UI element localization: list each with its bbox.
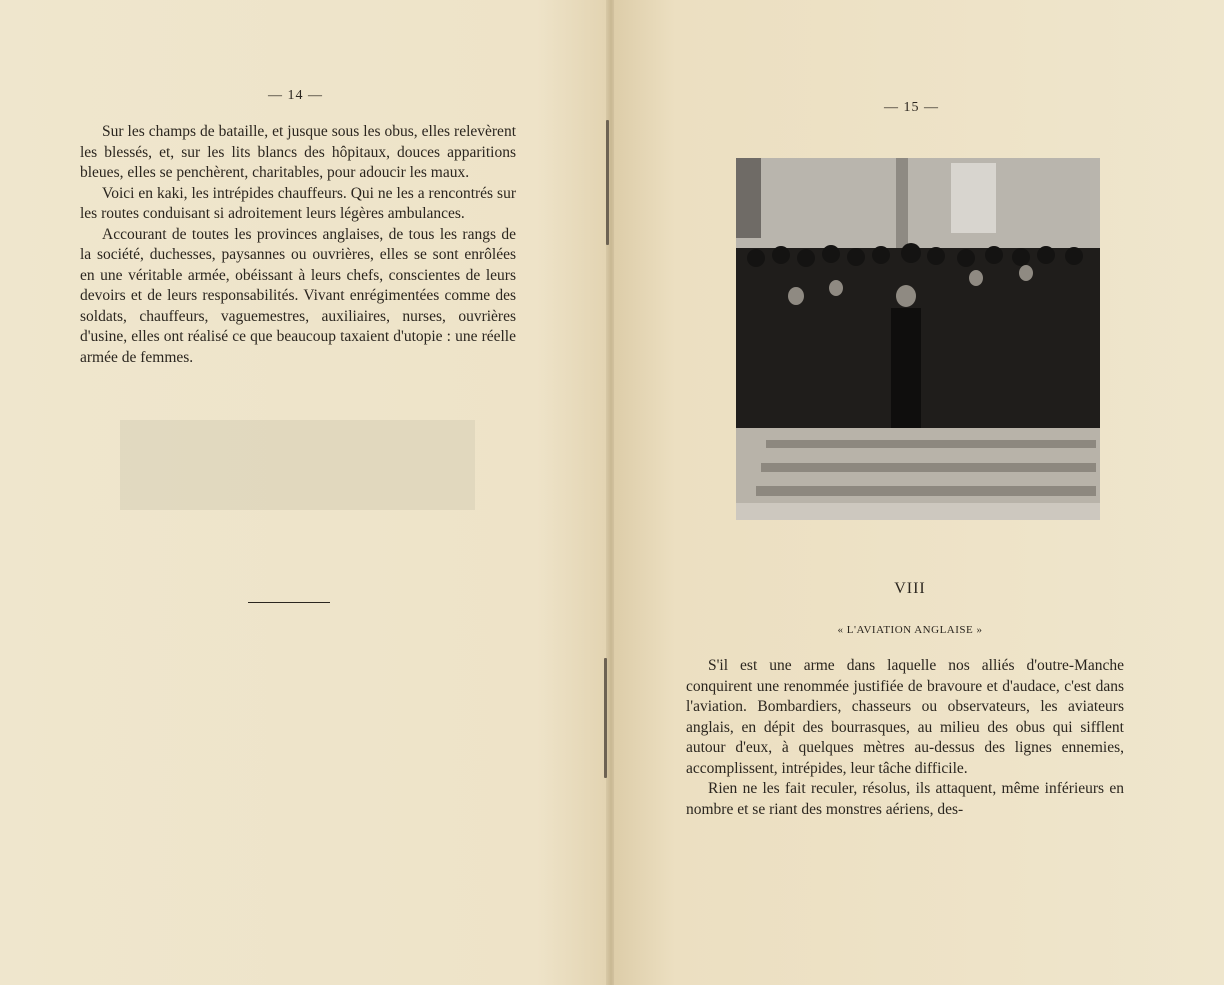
paragraph: S'il est une arme dans laquelle nos alliés d'outre-Manche conquirent une renommée justifiée de bravoure et d'audace, c'est dans l'aviation. Bombardiers, chasseurs ou observateurs, les aviateurs anglais, en dépit des bourrasques, au milieu des obus qui sifflent autour d'eux, à quelques mètres au-dessus des lignes ennemies, accomplissent, intrépides, leur tâche difficile. — [686, 657, 1124, 777]
chapter-number: VIII — [894, 580, 926, 597]
paragraph: Rien ne les fait reculer, résolus, ils attaquent, même inférieurs en nombre et se riant des monstres aériens, des- — [686, 780, 1124, 818]
left-page-text — [80, 122, 516, 368]
bleed-through-shadow — [120, 420, 475, 510]
binding-stitch — [606, 120, 609, 245]
right-page-number: — 15 — — [884, 100, 939, 115]
section-rule — [248, 602, 330, 603]
right-page-text — [686, 656, 1124, 820]
chapter-title: « L'AVIATION ANGLAISE » — [837, 624, 983, 636]
paragraph: Sur les champs de bataille, et jusque sous les obus, elles relevèrent les blessés, et, sur les lits blancs des hôpitaux, douces apparitions bleues, elles se penchèrent, charitables, pour adoucir les maux. — [80, 123, 516, 181]
binding-stitch — [604, 658, 607, 778]
group-photograph — [736, 158, 1100, 520]
left-page — [0, 0, 610, 985]
paragraph: Accourant de toutes les provinces anglaises, de tous les rangs de la société, duchesses, paysannes ou ouvrières, elles se sont enrôlées en une véritable armée, obéissant à leurs chefs, conscientes de leurs devoirs et de leurs responsabilités. Vivant enrégimentées comme des soldats, chauffeurs, vaguemestres, auxiliaires, nurses, ouvrières d'usine, elles ont réalisé ce que beaucoup taxaient d'utopie : une réelle armée de femmes. — [80, 225, 516, 366]
paragraph: Voici en kaki, les intrépides chauffeurs. Qui ne les a rencontrés sur les routes conduisant si adroitement leurs légères ambulances. — [80, 184, 516, 222]
left-page-number: — 14 — — [268, 88, 323, 103]
